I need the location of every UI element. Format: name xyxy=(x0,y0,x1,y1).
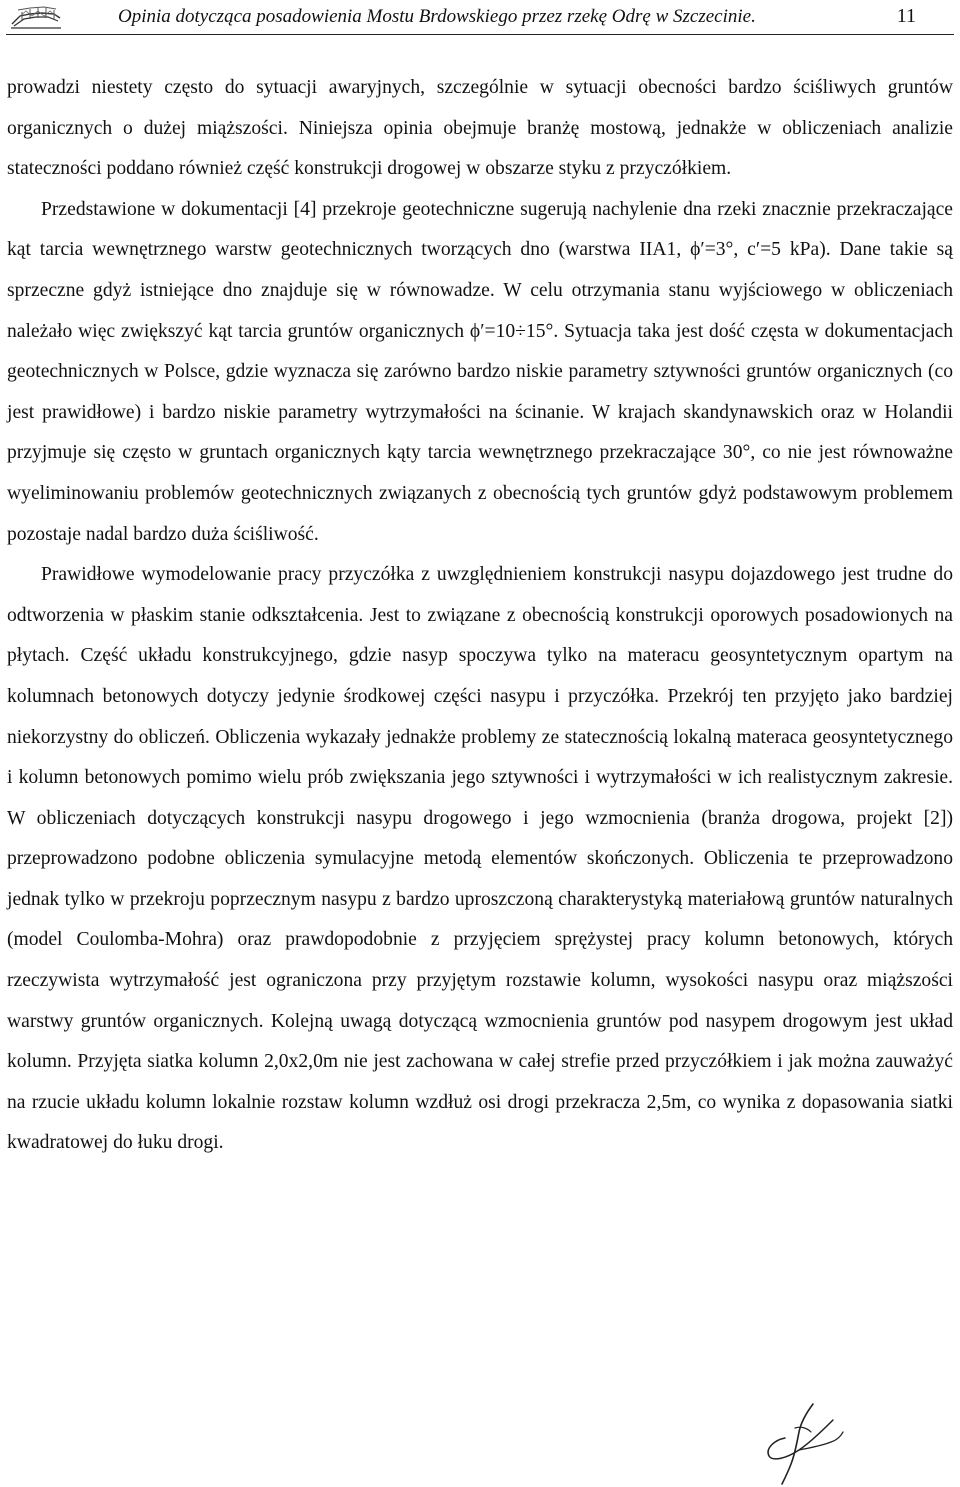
header-title: Opinia dotycząca posadowienia Mostu Brdowskiego przez rzekę Odrę w Szczecinie. xyxy=(118,6,756,27)
page-header xyxy=(0,0,960,36)
header-divider xyxy=(6,34,954,35)
page-number: 11 xyxy=(896,5,916,27)
paragraph-abutment-modelling: Prawidłowe wymodelowanie pracy przyczółka z uwzględnieniem konstrukcji nasypu dojazdowego jest trudne do odtworzenia w płaskim stanie odkształcenia. Jest to związane z obecnością konstrukcji oporowych posadowionych na płytach. Część układu konstrukcyjnego, gdzie nasyp spoczywa tylko na materacu geosyntetycznym opartym na kolumnach betonowych dotyczy jedynie środkowej części nasypu i przyczółka. Przekrój ten przyjęto jako bardziej niekorzystny do obliczeń. Obliczenia wykazały jednakże problemy ze statecznością lokalną materaca geosyntetycznego i kolumn betonowych pomimo wielu prób zwiększania jego sztywności i wytrzymałości w ich realistycznym zakresie. W obliczeniach dotyczących konstrukcji nasypu drogowego i jego wzmocnienia (branża drogowa, projekt [2]) przeprowadzono podobne obliczenia symulacyjne metodą elementów skończonych. Obliczenia te przeprowadzono jednak tylko w przekroju poprzecznym nasypu z bardzo uproszczoną charakterystyką materiałową gruntów naturalnych (model Coulomba-Mohra) oraz prawdopodobnie z przyjęciem sprężystej pracy kolumn betonowych, których rzeczywista wytrzymałość jest ograniczona przy przyjętym rozstawie kolumn, wysokości nasypu oraz miąższości warstwy gruntów organicznych. Kolejną uwagą dotyczącą wzmocnienia gruntów pod nasypem drogowym jest układ kolumn. Przyjęta siatka kolumn 2,0x2,0m nie jest zachowana w całej strefie przed przyczółkiem i jak można zauważyć na rzucie układu kolumn lokalnie rozstaw kolumn wzdłuż osi drogi przekracza 2,5m, co wynika z dopasowania siatki kwadratowej do łuku drogi. xyxy=(7,564,953,1154)
handwritten-signature-icon xyxy=(755,1398,847,1486)
bridge-logo-icon xyxy=(10,4,62,30)
paragraph-continuation: prowadzi niestety często do sytuacji awaryjnych, szczególnie w sytuacji obecności bardzo ściśliwych gruntów organicznych o dużej miąższości. Niniejsza opinia obejmuje branżę mostową, jednakże w obliczeniach analizie stateczności poddano również część konstrukcji drogowej w obszarze styku z przyczółkiem. xyxy=(7,77,953,180)
paragraph-geotechnical-sections: Przedstawione w dokumentacji [4] przekroje geotechniczne sugerują nachylenie dna rzeki znacznie przekraczające kąt tarcia wewnętrznego warstw geotechnicznych tworzących dno (warstwa IIA1, ϕ′=3°, c′=5 kPa). Dane takie są sprzeczne gdyż istniejące dno znajduje się w równowadze. W celu otrzymania stanu wyjściowego w obliczeniach należało więc zwiększyć kąt tarcia gruntów organicznych ϕ′=10÷15°. Sytuacja taka jest dość częsta w dokumentacjach geotechnicznych w Polsce, gdzie wyznacza się zarówno bardzo niskie parametry sztywności gruntów organicznych (co jest prawidłowe) i bardzo niskie parametry wytrzymałości na ścinanie. W krajach skandynawskich oraz w Holandii przyjmuje się często w gruntach organicznych kąty tarcia wewnętrznego przekraczające 30°, co nie jest równoważne wyeliminowaniu problemów geotechnicznych związanych z obecnością tych gruntów gdyż podstawowym problemem pozostaje nadal bardzo duża ściśliwość. xyxy=(7,198,953,545)
body-text xyxy=(7,68,953,1164)
